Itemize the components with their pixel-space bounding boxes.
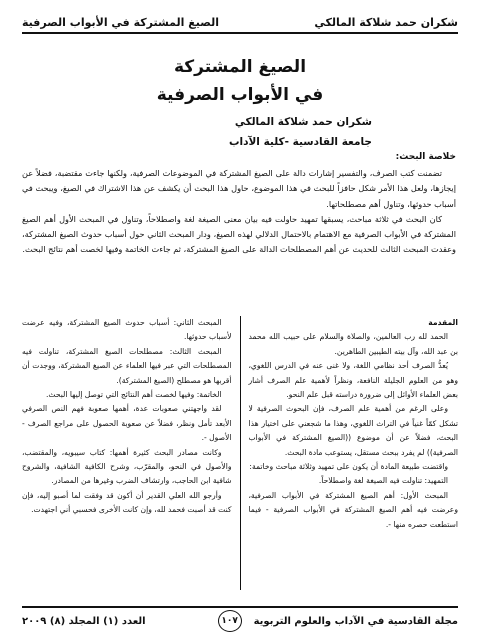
- body-paragraph: المبحث الثاني: أسباب حدوث الصيغ المشتركة، وفيه عرضت لأسباب حدوثها.: [21, 318, 232, 342]
- footer-rule: [22, 606, 458, 608]
- running-header-title: الصيغ المشتركة في الأبواب الصرفية: [22, 16, 220, 29]
- body-columns: [22, 316, 458, 590]
- title-block: [22, 56, 458, 106]
- body-paragraph: التمهيد: تناولت فيه الصيغة لغة واصطلاحاً.: [318, 476, 448, 486]
- running-header: [22, 8, 458, 32]
- body-paragraph: وكانت مصادر البحث كثيرة أهمها: كتاب سيبويه، والمقتضب، والأصول في النحو، والمقرّب، وشرح الكافية الشافية، والشروح شافية ابن الحاجب، وارتشاف الضرب وغيرها من المصادر.: [21, 447, 232, 486]
- body-paragraph: يُعدُّ الصرف أحد نظامي اللغة، ولا غنى عنه في الدرس اللغوي، وهو من العلوم الجليلة النافعة، ونظراً لأهمية علم الصرف أشار بعض العلماء الأوائل إلى ضرورة دراسته قبل علم النحو.: [248, 361, 458, 400]
- body-paragraph: المبحث الأول: أهم الصيغ المشتركة في الأبواب الصرفية، وعرضت فيه أهم الصيغ المشتركة في الأبواب الصرفية - فيما استطعت حصره منها -.: [248, 490, 458, 529]
- page-number-badge: ١٠٧: [218, 610, 242, 632]
- abstract-paragraph: كان البحث في ثلاثة مباحث، يسبقها تمهيد حاولت فيه بيان معنى الصيغة لغة واصطلاحاً، وتناول في المبحث الأول أهم الصيغ المشتركة في الأبواب الصرفية مع الاهتمام بالاحتمال الدلالي لهذه الصيغ، ودار المبحث الثاني حول أسباب حدوث الصيغ المشتركة، وعقدت المبحث الثالث للحديث عن أهم المصطلحات الدالة على الصيغ المشتركة، ثم جاءت الخاتمة وفيها لخصت أهم نتائج البحث.: [22, 213, 456, 255]
- footer-issue-info: العدد (١) المجلد (٨) ٢٠٠٩: [22, 615, 146, 627]
- header-rule: [22, 32, 458, 34]
- abstract-paragraph: تضمنت كتب الصرف، والتفسير إشارات دالة على الصيغ المشتركة في الموضوعات الصرفية، ولكنها جاءت مقتضبة، فضلاً عن إيجازها، ولعل هذا الأمر شكل حافزاً للبحث في هذا الموضوع، حاول هذا البحث أن يكشف عن هذا الاشتراك في الصيغ، ويبحث في أسباب حدوثها، وتناول أهم مصطلحاتها.: [22, 168, 456, 209]
- body-paragraph: وأرجو الله العلي القدير أن أكون قد وفقت لما أصبو إليه، فإن كنت قد أصبت فحمد لله، وإن كانت الأخرى فحسبي أني اجتهدت.: [21, 490, 232, 515]
- paper-title: الصيغ المشتركة: [173, 57, 307, 77]
- paper-subtitle: في الأبواب الصرفية: [156, 85, 324, 105]
- footer-journal-name: مجلة القادسية في الآداب والعلوم التربوية: [253, 615, 458, 627]
- page-footer: [22, 610, 458, 632]
- body-paragraph: وعلى الرغم من أهمية علم الصرف، فإن البحوث الصرفية لا تشكل كمّاً غنياً في التراث اللغوي، وهذا ما شجعني على اختيار هذا البحث، فضلاً عن أن موضوع ((الصيغ المشتركة في الأبواب الصرفية)) لم يفرد ببحث مستقل، يستوعب مادة البحث.: [248, 404, 458, 457]
- body-paragraph: واقتضت طبيعة المادة أن يكون على تمهيد وثلاثة مباحث وخاتمة:: [249, 462, 448, 472]
- running-header-author: شكران حمد شلاكة المالكي: [314, 16, 458, 29]
- body-paragraph: لقد واجهتني صعوبات عدة، أهمها صعوبة فهم النص الصرفي الأبعد تأمل ونظر، فضلاً عن صعوبة الحصول على مراجع الصرف - الأصول -.: [21, 404, 232, 443]
- body-paragraph: المبحث الثالث: مصطلحات الصيغ المشتركة، تناولت فيه المصطلحات التي عبر فيها العلماء عن الصيغ المشتركة، ووجدت أن أقربها هو مصطلح (الصيغ المشتركة).: [21, 346, 232, 385]
- body-paragraph: الحمد لله رب العالمين، والصلاة والسلام على حبيب الله محمد بن عبد الله، وآل بيته الطيبين الطاهرين.: [248, 332, 458, 356]
- body-paragraph: الخاتمة: وفيها لخصت أهم النتائج التي توصل إليها البحث.: [45, 390, 222, 400]
- abstract: [22, 150, 456, 257]
- abstract-heading: خلاصة البحث:: [395, 152, 456, 162]
- column-divider: [240, 316, 241, 590]
- author-block: [229, 112, 372, 152]
- author-affiliation: جامعة القادسية -كلية الآداب: [228, 136, 372, 148]
- author-name: شكران حمد شلاكة المالكي: [234, 116, 372, 128]
- section-heading-introduction: المقدمة: [428, 318, 458, 327]
- column-left: [22, 316, 232, 590]
- column-right: [248, 316, 458, 590]
